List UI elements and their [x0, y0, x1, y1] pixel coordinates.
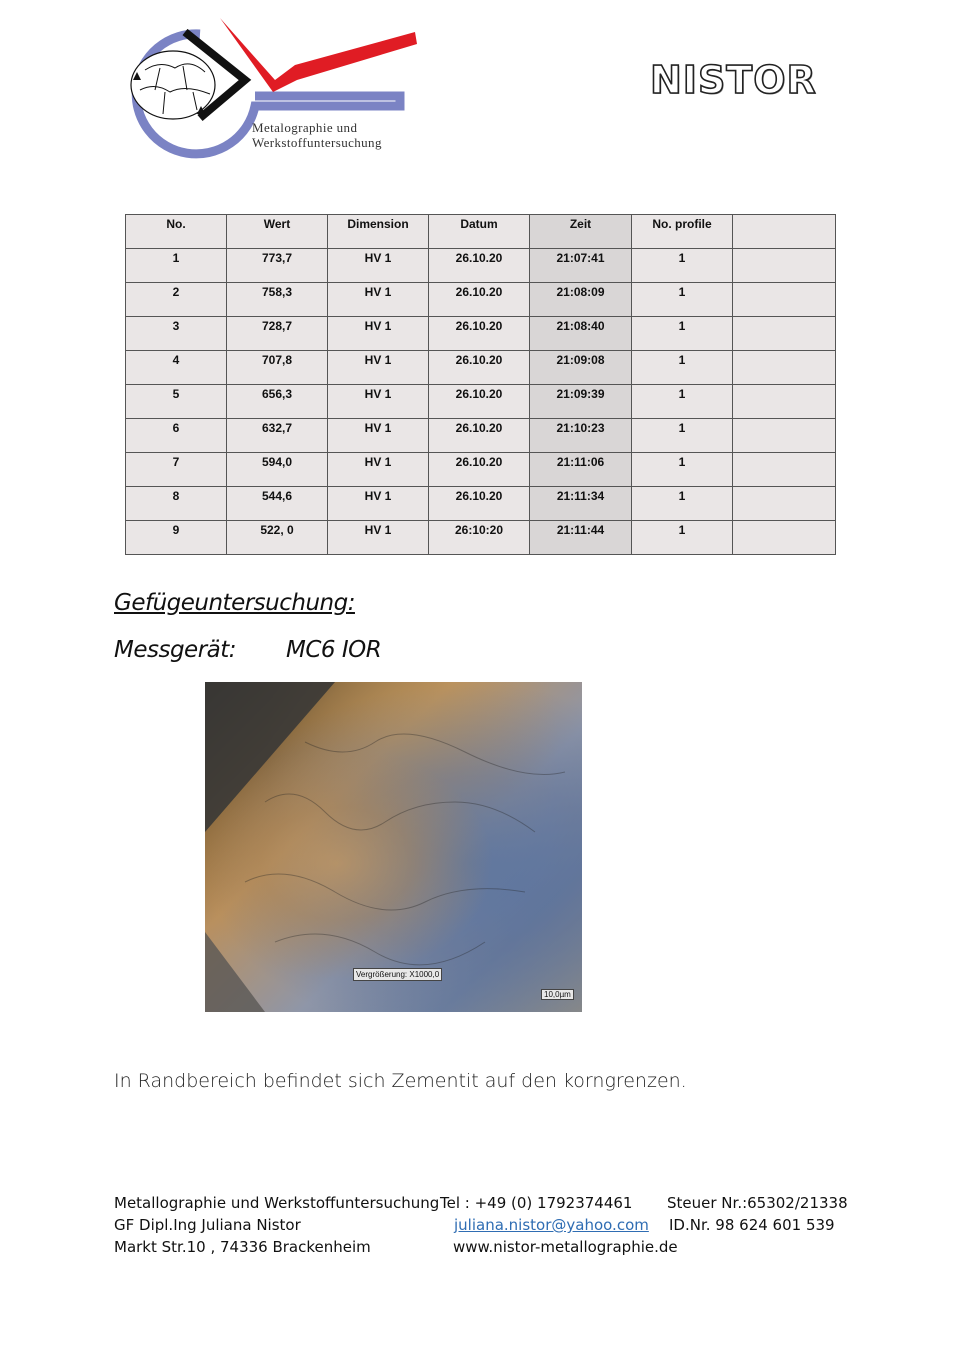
col-header-empty	[733, 215, 836, 249]
footer-id: ID.Nr. 98 624 601 539	[669, 1216, 835, 1234]
cell-datum: 26.10.20	[429, 453, 530, 487]
cell-zeit: 21:11:44	[530, 521, 632, 555]
col-header-datum: Datum	[429, 215, 530, 249]
footer-website: www.nistor-metallographie.de	[453, 1238, 678, 1256]
cell-zeit: 21:09:39	[530, 385, 632, 419]
cell-wert: 522, 0	[227, 521, 328, 555]
cell-profile: 1	[632, 521, 733, 555]
section-title: Gefügeuntersuchung:	[114, 590, 355, 616]
cell-datum: 26.10.20	[429, 283, 530, 317]
cell-datum: 26.10.20	[429, 249, 530, 283]
cell-datum: 26.10.20	[429, 487, 530, 521]
cell-wert: 758,3	[227, 283, 328, 317]
cell-wert: 707,8	[227, 351, 328, 385]
cell-zeit: 21:11:06	[530, 453, 632, 487]
cell-profile: 1	[632, 419, 733, 453]
cell-empty	[733, 385, 836, 419]
cell-dimension: HV 1	[328, 453, 429, 487]
table-row	[126, 521, 836, 555]
table-row	[126, 351, 836, 385]
micrograph-image	[205, 682, 582, 1012]
col-header-dimension: Dimension	[328, 215, 429, 249]
cell-no: 4	[126, 351, 227, 385]
table-row	[126, 419, 836, 453]
cell-empty	[733, 419, 836, 453]
cell-profile: 1	[632, 351, 733, 385]
cell-empty	[733, 283, 836, 317]
cell-datum: 26.10.20	[429, 351, 530, 385]
logo-tagline-line2: Werkstoffuntersuchung	[252, 135, 382, 150]
col-header-zeit: Zeit	[530, 215, 632, 249]
cell-profile: 1	[632, 249, 733, 283]
logo-tagline	[252, 120, 382, 150]
cell-profile: 1	[632, 487, 733, 521]
cell-dimension: HV 1	[328, 419, 429, 453]
magnification-label: Vergrößerung: X1000,0	[353, 968, 442, 981]
cell-datum: 26.10.20	[429, 419, 530, 453]
cell-datum: 26:10:20	[429, 521, 530, 555]
cell-no: 5	[126, 385, 227, 419]
micrograph-grain-texture	[205, 682, 582, 1012]
cell-no: 3	[126, 317, 227, 351]
cell-zeit: 21:10:23	[530, 419, 632, 453]
cell-dimension: HV 1	[328, 351, 429, 385]
cell-wert: 594,0	[227, 453, 328, 487]
col-header-wert: Wert	[227, 215, 328, 249]
footer-owner: GF Dipl.Ing Juliana Nistor	[114, 1216, 301, 1234]
footer	[114, 1192, 854, 1258]
scale-bar-label: 10,0µm	[541, 989, 574, 1000]
cell-zeit: 21:07:41	[530, 249, 632, 283]
table-row	[126, 385, 836, 419]
cell-wert: 656,3	[227, 385, 328, 419]
cell-zeit: 21:09:08	[530, 351, 632, 385]
cell-wert: 728,7	[227, 317, 328, 351]
cell-datum: 26.10.20	[429, 317, 530, 351]
cell-empty	[733, 453, 836, 487]
hardness-table	[125, 214, 836, 555]
table-row	[126, 249, 836, 283]
cell-no: 9	[126, 521, 227, 555]
logo-tagline-line1: Metalographie und	[252, 120, 358, 135]
cell-dimension: HV 1	[328, 385, 429, 419]
cell-dimension: HV 1	[328, 283, 429, 317]
footer-address: Markt Str.10 , 74336 Brackenheim	[114, 1238, 371, 1256]
col-header-profile: No. profile	[632, 215, 733, 249]
table-row	[126, 487, 836, 521]
footer-company: Metallographie und Werkstoffuntersuchung	[114, 1194, 440, 1212]
device-value: MC6 IOR	[286, 637, 382, 663]
cell-empty	[733, 317, 836, 351]
cell-dimension: HV 1	[328, 249, 429, 283]
cell-zeit: 21:11:34	[530, 487, 632, 521]
device-label: Messgerät:	[114, 637, 237, 663]
table-row	[126, 317, 836, 351]
cell-no: 2	[126, 283, 227, 317]
cell-datum: 26.10.20	[429, 385, 530, 419]
table-row	[126, 283, 836, 317]
cell-no: 6	[126, 419, 227, 453]
cell-empty	[733, 351, 836, 385]
cell-empty	[733, 487, 836, 521]
cell-dimension: HV 1	[328, 317, 429, 351]
cell-wert: 632,7	[227, 419, 328, 453]
cell-empty	[733, 521, 836, 555]
cell-wert: 544,6	[227, 487, 328, 521]
footer-tax: Steuer Nr.:65302/21338	[667, 1194, 848, 1212]
cell-no: 7	[126, 453, 227, 487]
cell-dimension: HV 1	[328, 521, 429, 555]
cell-profile: 1	[632, 385, 733, 419]
cell-wert: 773,7	[227, 249, 328, 283]
cell-profile: 1	[632, 453, 733, 487]
observation-note: In Randbereich befindet sich Zementit auf den korngrenzen.	[114, 1070, 687, 1092]
cell-dimension: HV 1	[328, 487, 429, 521]
brand-name: NISTOR	[650, 58, 817, 102]
cell-no: 8	[126, 487, 227, 521]
col-header-no: No.	[126, 215, 227, 249]
cell-zeit: 21:08:09	[530, 283, 632, 317]
cell-no: 1	[126, 249, 227, 283]
footer-tel: Tel : +49 (0) 1792374461	[440, 1194, 633, 1212]
cell-empty	[733, 249, 836, 283]
table-header-row	[126, 215, 836, 249]
cell-zeit: 21:08:40	[530, 317, 632, 351]
cell-profile: 1	[632, 317, 733, 351]
cell-profile: 1	[632, 283, 733, 317]
table-row	[126, 453, 836, 487]
footer-email-link[interactable]: juliana.nistor@yahoo.com	[454, 1216, 649, 1234]
